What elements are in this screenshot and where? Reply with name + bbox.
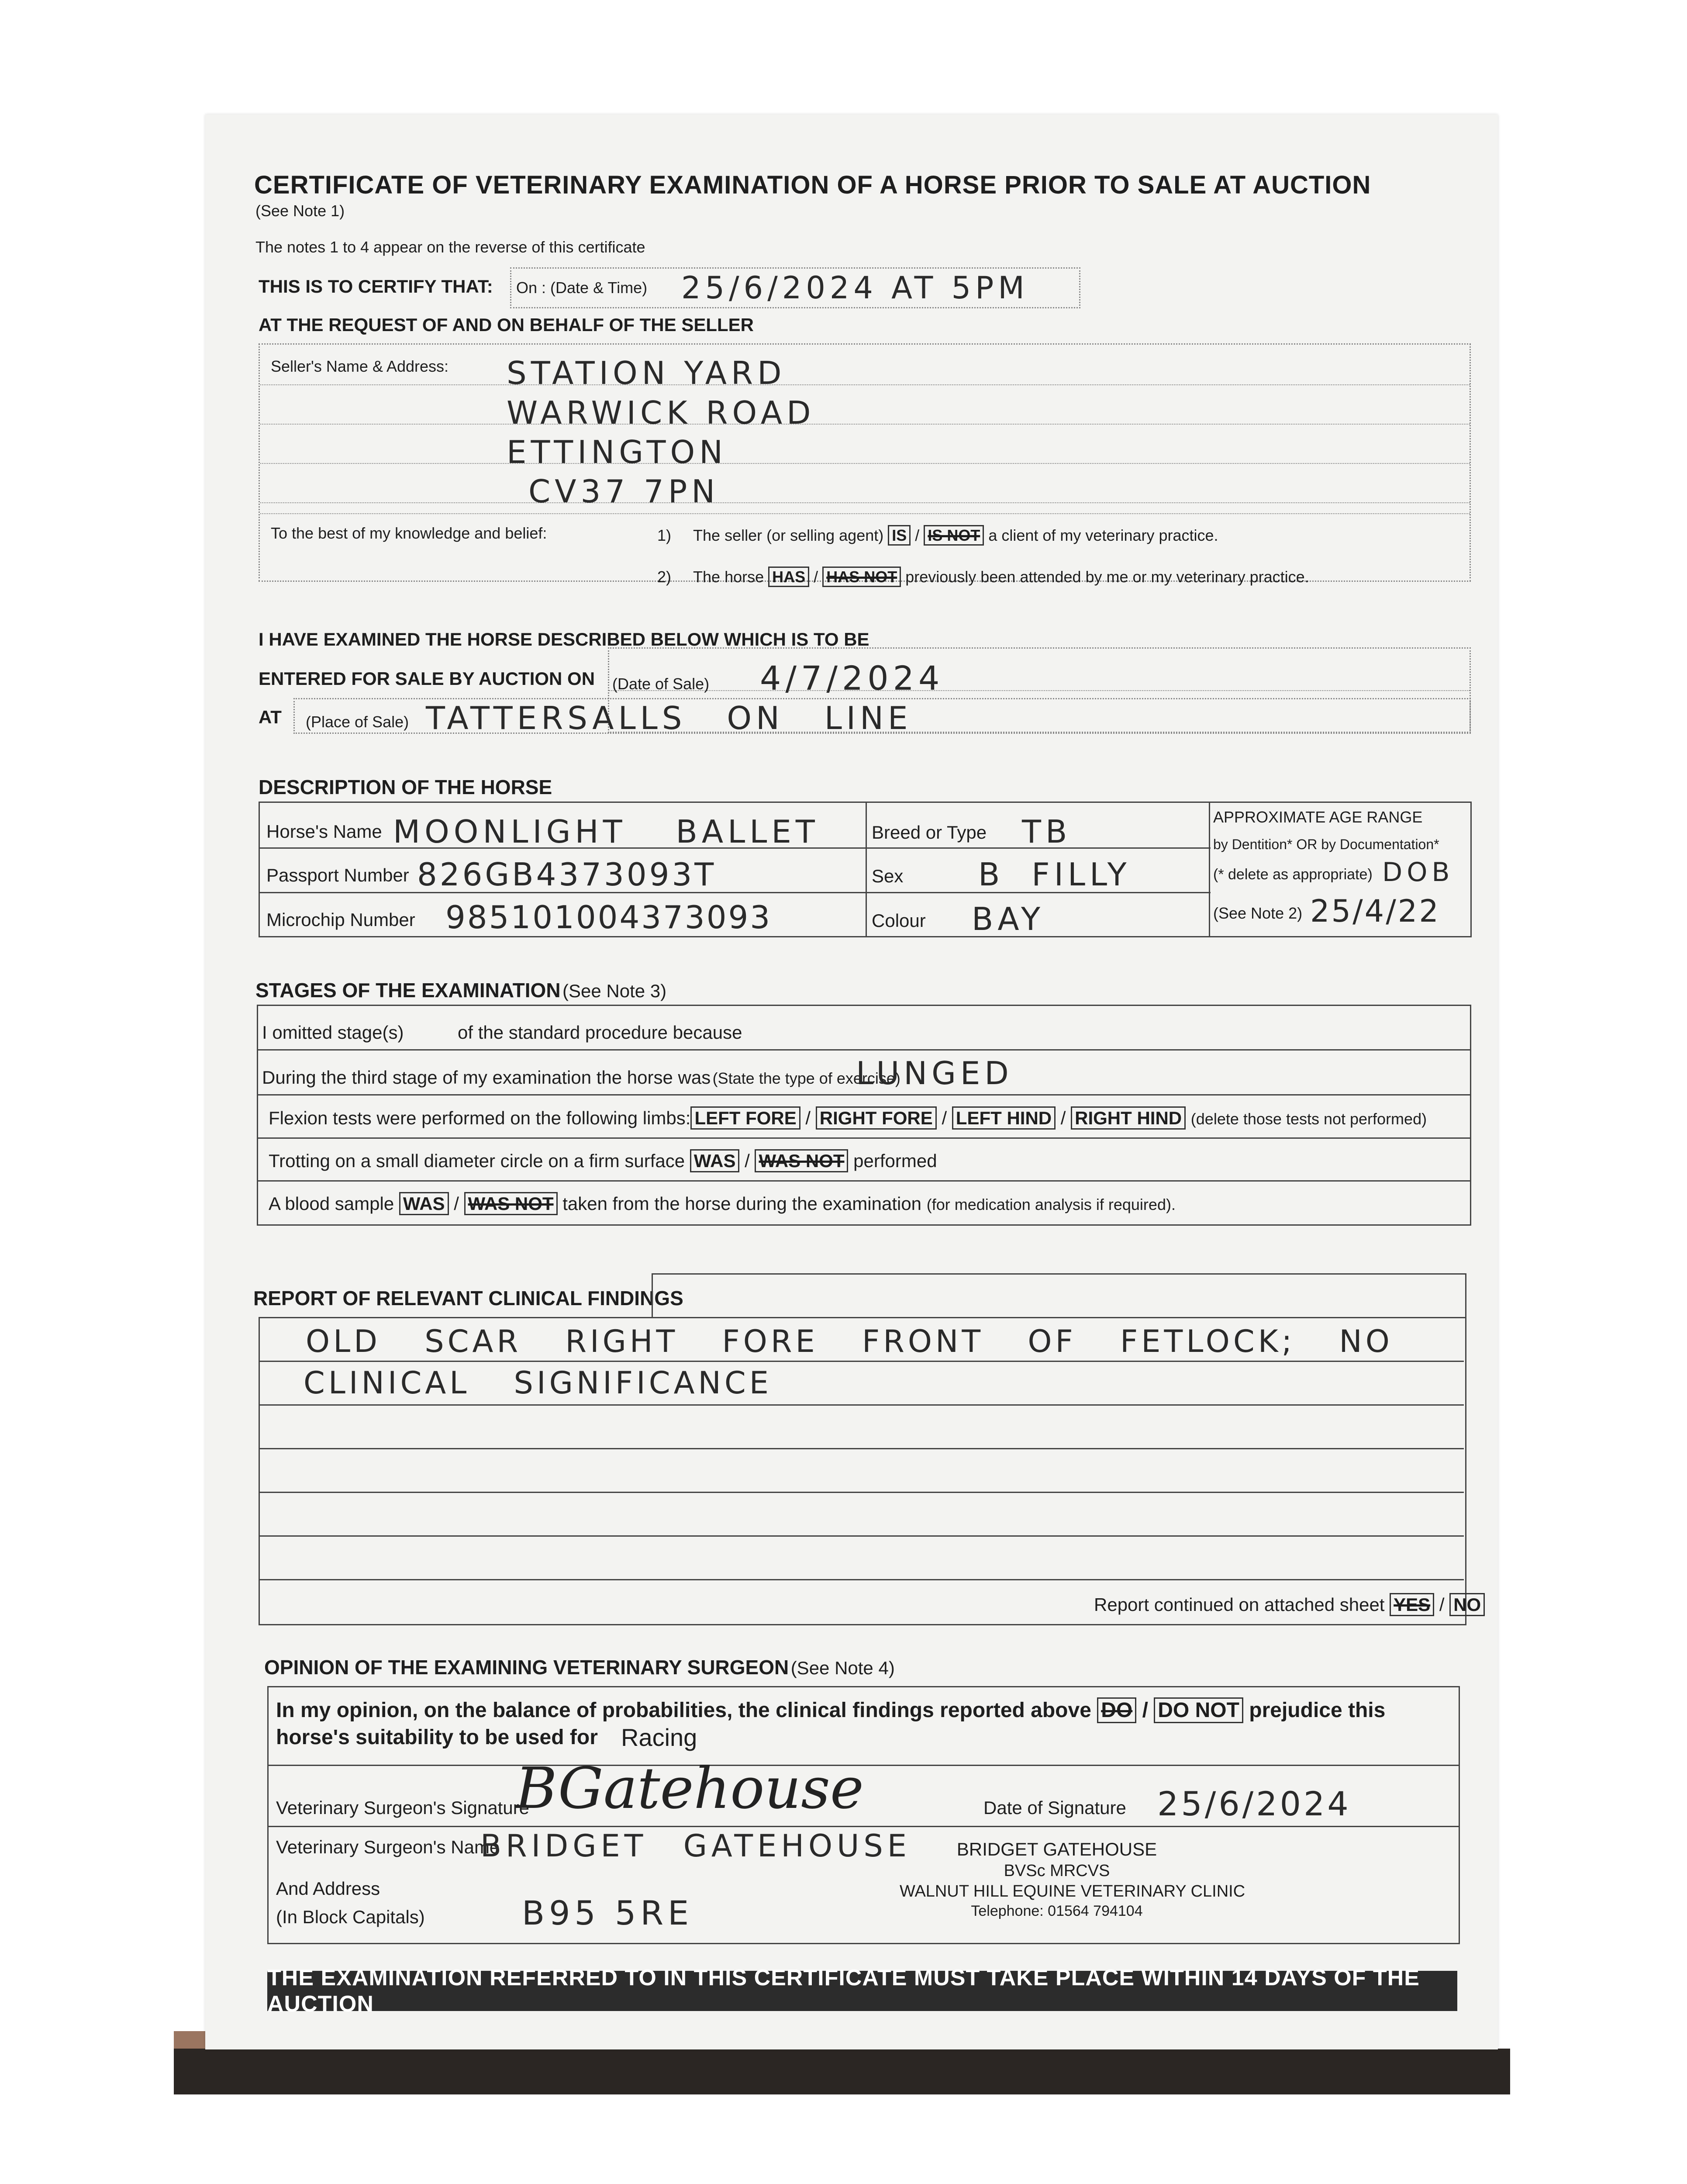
- findings-line-1: [259, 1361, 1464, 1362]
- examined-line: I HAVE EXAMINED THE HORSE DESCRIBED BELOW WHICH IS TO BE: [259, 629, 869, 650]
- desc-col-line-1: [866, 802, 867, 936]
- item1-post: a client of my veterinary practice.: [988, 526, 1218, 544]
- colour-label: Colour: [872, 910, 926, 931]
- item1-num: 1): [657, 526, 672, 544]
- belief-item-2: [657, 568, 1309, 586]
- horse-name-value: MOONLIGHT BALLET: [393, 813, 819, 850]
- flexion-right-hind: RIGHT HIND: [1071, 1106, 1186, 1130]
- sex-value: B FILLY: [978, 856, 1131, 893]
- opinion-line-2: [267, 1826, 1459, 1827]
- colour-value: BAY: [972, 901, 1045, 937]
- surgeon-name-label: Veterinary Surgeon's Name: [276, 1837, 500, 1857]
- certify-label: THIS IS TO CERTIFY THAT:: [259, 276, 493, 297]
- opinion-heading: [264, 1655, 895, 1679]
- seller-box: [259, 343, 1471, 582]
- opinion-sep: /: [1142, 1699, 1148, 1722]
- passport-label: Passport Number: [266, 865, 409, 885]
- belief-item-1: [657, 526, 1218, 545]
- flexion-right-fore: RIGHT FORE: [816, 1106, 937, 1130]
- desc-col-line-2: [1209, 802, 1210, 936]
- trot-pre: Trotting on a small diameter circle on a firm surface: [269, 1151, 685, 1171]
- flexion-note: (delete those tests not performed): [1190, 1110, 1427, 1128]
- item2-has-not: HAS NOT: [822, 567, 901, 587]
- item2-sep: /: [814, 568, 818, 586]
- seller-line-1: [260, 384, 1470, 385]
- opinion-text-line-1: [276, 1698, 1385, 1722]
- seller-address-line-4: CV37 7PN: [528, 473, 720, 510]
- findings-heading-box: [652, 1273, 1466, 1318]
- footer-banner: THE EXAMINATION REFERRED TO IN THIS CERTIFICATE MUST TAKE PLACE WITHIN 14 DAYS OF THE AUCTION: [267, 1971, 1457, 2011]
- stamp-phone: Telephone: 01564 794104: [971, 1903, 1143, 1919]
- blood-pre: A blood sample: [269, 1193, 394, 1214]
- blood-was: WAS: [399, 1192, 449, 1215]
- omitted-post: of the standard procedure because: [458, 1022, 742, 1043]
- item2-pre: The horse: [693, 568, 764, 586]
- blood-note: (for medication analysis if required).: [926, 1196, 1176, 1213]
- seller-line-4: [260, 502, 1470, 503]
- trot-was-not: WAS NOT: [755, 1149, 848, 1172]
- stamp-name: BRIDGET GATEHOUSE: [956, 1839, 1157, 1859]
- omitted-pre: I omitted stage(s): [262, 1022, 404, 1043]
- surgeon-name-value: BRIDGET GATEHOUSE: [480, 1828, 911, 1864]
- at-label: AT: [259, 707, 282, 727]
- third-stage-text: During the third stage of my examination the horse was: [262, 1067, 711, 1088]
- stages-heading-note: (See Note 3): [562, 981, 667, 1001]
- findings-line-5: [259, 1535, 1464, 1537]
- surgeon-address-value: B95 5RE: [522, 1894, 693, 1932]
- date-of-signature-value: 25/6/2024: [1157, 1784, 1351, 1823]
- see-note-1: (See Note 1): [255, 202, 345, 220]
- continued-no: NO: [1449, 1593, 1485, 1616]
- finding-line-2: CLINICAL SIGNIFICANCE: [304, 1365, 773, 1401]
- block-capitals-label: (In Block Capitals): [276, 1907, 425, 1927]
- practice-stamp: [900, 1839, 1245, 1920]
- item1-is: IS: [888, 525, 911, 546]
- continued-yes: YES: [1390, 1593, 1434, 1616]
- notes-line: The notes 1 to 4 appear on the reverse of this certificate: [255, 238, 645, 256]
- age-heading: APPROXIMATE AGE RANGE: [1213, 808, 1423, 826]
- place-of-sale-value: TATTERSALLS ON LINE: [426, 700, 912, 736]
- breed-value: TB: [1022, 813, 1072, 850]
- paper-shadow: [174, 2049, 1510, 2094]
- findings-heading: REPORT OF RELEVANT CLINICAL FINDINGS: [253, 1287, 683, 1310]
- age-by: by Dentition* OR by Documentation*: [1213, 836, 1439, 852]
- item2-post: previously been attended by me or my veterinary practice.: [905, 568, 1309, 586]
- report-continued-label: Report continued on attached sheet: [1094, 1594, 1385, 1615]
- item1-pre: The seller (or selling agent): [693, 526, 884, 544]
- microchip-value: 985101004373093: [445, 899, 772, 936]
- opinion-line2: horse's suitability to be used for: [276, 1726, 598, 1749]
- stages-heading-text: STAGES OF THE EXAMINATION: [255, 979, 561, 1002]
- stages-line-1: [257, 1049, 1470, 1051]
- trot-was: WAS: [690, 1149, 740, 1172]
- seller-address-line-1: STATION YARD: [507, 355, 786, 391]
- flexion-left-hind: LEFT HIND: [952, 1106, 1056, 1130]
- trot-post: performed: [853, 1151, 937, 1171]
- signature-label: Veterinary Surgeon's Signature: [276, 1797, 530, 1818]
- item2-has: HAS: [768, 567, 809, 587]
- third-stage-row: [262, 1067, 900, 1088]
- description-heading: DESCRIPTION OF THE HORSE: [259, 776, 552, 798]
- date-of-sale-value: 4/7/2024: [760, 659, 944, 698]
- seller-label: Seller's Name & Address:: [271, 357, 449, 375]
- findings-line-2: [259, 1404, 1464, 1406]
- age-value: 25/4/22: [1310, 893, 1440, 929]
- age-dob: DOB: [1382, 857, 1454, 888]
- stages-heading: [255, 978, 666, 1002]
- request-line: AT THE REQUEST OF AND ON BEHALF OF THE SELLER: [259, 314, 754, 335]
- opinion-heading-text: OPINION OF THE EXAMINING VETERINARY SURGEON: [264, 1656, 789, 1679]
- finding-line-1: OLD SCAR RIGHT FORE FRONT OF FETLOCK; NO: [306, 1324, 1393, 1359]
- on-date-label: On : (Date & Time): [516, 279, 648, 297]
- seller-line-5: [260, 513, 1470, 514]
- opinion-do-not: DO NOT: [1154, 1697, 1243, 1723]
- seller-line-2: [260, 424, 1470, 425]
- findings-line-6: [259, 1579, 1464, 1580]
- sex-label: Sex: [872, 866, 904, 886]
- seller-address-line-3: ETTINGTON: [507, 434, 728, 470]
- flexion-left-fore: LEFT FORE: [690, 1106, 800, 1130]
- continued-sep: /: [1439, 1594, 1445, 1615]
- opinion-text-post: prejudice this: [1249, 1699, 1386, 1722]
- report-continued-row: [1094, 1594, 1485, 1615]
- date-of-sale-label: (Date of Sale): [612, 675, 710, 693]
- exam-date-time: 25/6/2024 AT 5PM: [681, 270, 1029, 306]
- belief-label: To the best of my knowledge and belief:: [271, 524, 547, 542]
- seller-line-3: [260, 463, 1470, 464]
- certificate-title: CERTIFICATE OF VETERINARY EXAMINATION OF A HORSE PRIOR TO SALE AT AUCTION: [254, 171, 1371, 199]
- blood-post: taken from the horse during the examination: [562, 1193, 922, 1214]
- item1-sep: /: [915, 526, 920, 544]
- sale-line: [609, 690, 1470, 691]
- item1-is-not: IS NOT: [924, 525, 984, 546]
- opinion-heading-note: (See Note 4): [790, 1658, 895, 1678]
- stamp-quals: BVSc MRCVS: [1004, 1862, 1110, 1880]
- third-stage-note: (State the type of exercise): [712, 1069, 900, 1087]
- stamp-clinic: WALNUT HILL EQUINE VETERINARY CLINIC: [900, 1882, 1245, 1901]
- signature-value: BGatehouse: [515, 1755, 864, 1821]
- findings-line-3: [259, 1448, 1464, 1449]
- flexion-row: Flexion tests were performed on the following limbs: LEFT FORE / RIGHT FORE / LEFT HIND / RIGHT HIND (delete those tests not performed): [269, 1108, 1427, 1129]
- horse-name-label: Horse's Name: [266, 821, 382, 842]
- exercise-value: LUNGED: [856, 1055, 1013, 1092]
- blood-was-not: WAS NOT: [464, 1192, 558, 1215]
- opinion-text-pre: In my opinion, on the balance of probabilities, the clinical findings reported above: [276, 1699, 1091, 1722]
- stages-line-3: [257, 1137, 1470, 1139]
- trot-row: Trotting on a small diameter circle on a firm surface WAS / WAS NOT performed: [269, 1151, 937, 1171]
- address-label: And Address: [276, 1878, 380, 1899]
- blood-row: A blood sample WAS / WAS NOT taken from the horse during the examination (for medication analysis if required).: [269, 1193, 1176, 1214]
- age-delete-note: (* delete as appropriate): [1213, 866, 1373, 883]
- flexion-label: Flexion tests were performed on the following limbs:: [269, 1108, 691, 1128]
- place-of-sale-label: (Place of Sale): [306, 713, 409, 731]
- age-see-note: (See Note 2): [1213, 904, 1303, 922]
- breed-label: Breed or Type: [872, 822, 987, 843]
- suitability-use-value: Racing: [621, 1724, 697, 1751]
- date-of-signature-label: Date of Signature: [983, 1797, 1126, 1818]
- passport-value: 826GB4373093T: [417, 856, 717, 893]
- entered-label: ENTERED FOR SALE BY AUCTION ON: [259, 668, 595, 689]
- stages-line-4: [257, 1180, 1470, 1182]
- findings-line-4: [259, 1492, 1464, 1493]
- item2-num: 2): [657, 568, 672, 586]
- seller-address-line-2: WARWICK ROAD: [507, 394, 815, 431]
- microchip-label: Microchip Number: [266, 909, 415, 930]
- stages-line-2: [257, 1094, 1470, 1095]
- opinion-do: DO: [1097, 1697, 1136, 1723]
